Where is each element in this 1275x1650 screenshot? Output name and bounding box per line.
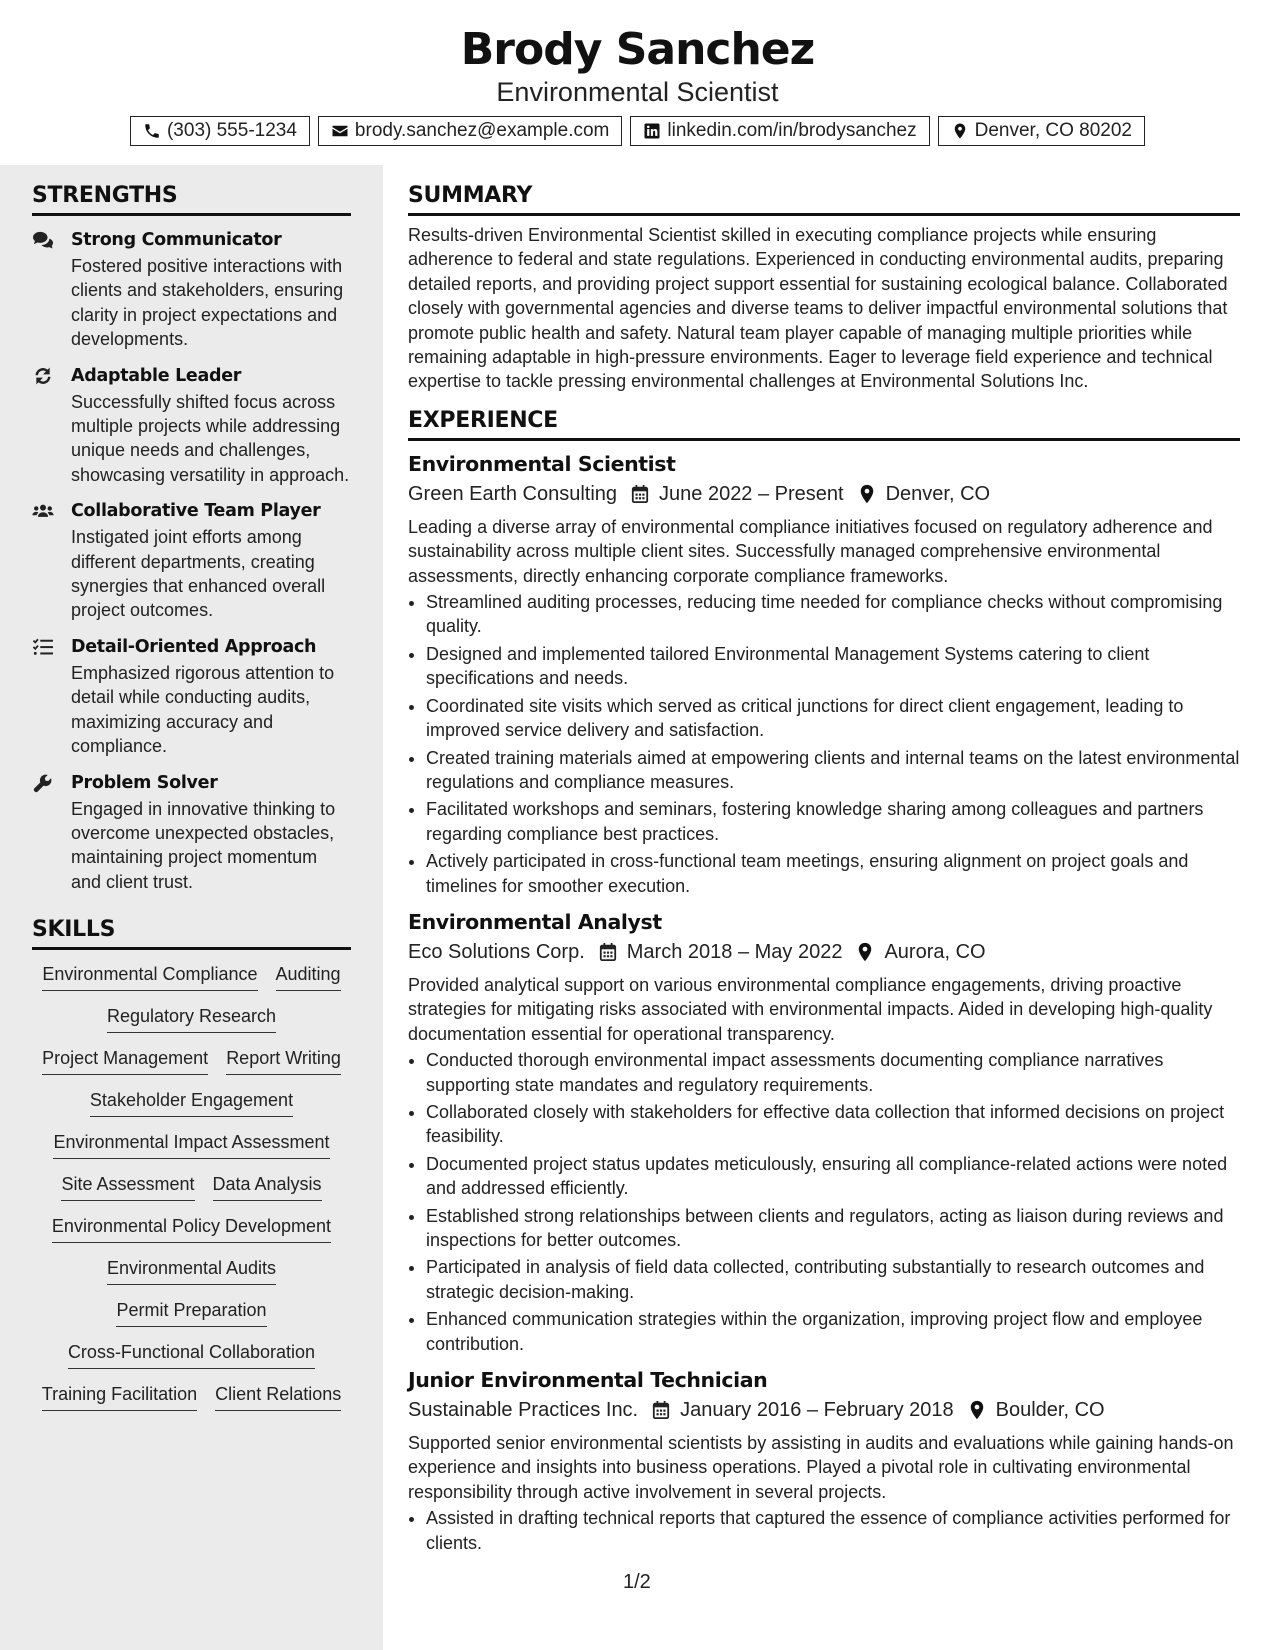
strength-item — [32, 228, 351, 352]
resume-header — [0, 0, 1275, 146]
job-bullet: • Assisted in drafting technical reports that captured the essence of compliance activities performed for clients. — [426, 1506, 1240, 1555]
job-bullet: • Enhanced communication strategies within the organization, improving project flow and employee contribution. — [426, 1307, 1240, 1356]
contact-phone-text: (303) 555-1234 — [166, 120, 297, 141]
skill-tag: Project Management — [42, 1047, 208, 1075]
linkedin-icon — [643, 122, 661, 140]
job-description: Supported senior environmental scientists by assisting in audits and evaluations while gaining hands-on experience and insights into business operations. Played a pivotal role in cultivating environmental responsibility through active involvement in several projects. — [408, 1433, 1234, 1502]
strength-desc: Instigated joint efforts among different departments, creating synergies that enhanced overall project outcomes. — [71, 527, 326, 621]
strength-item — [32, 635, 351, 759]
calendar-icon — [631, 484, 649, 504]
contact-location-text: Denver, CO 80202 — [974, 120, 1132, 141]
job-title: Environmental Scientist — [408, 451, 676, 476]
skill-tag: Report Writing — [226, 1047, 341, 1075]
job-bullet: • Conducted thorough environmental impact assessments documenting compliance narratives supporting state mandates and regulatory requirements. — [426, 1048, 1240, 1097]
calendar-icon — [599, 942, 617, 962]
users-icon — [32, 501, 54, 521]
comments-icon — [32, 230, 54, 250]
job-bullet: • Participated in analysis of field data collected, contributing substantially to research outcomes and strategic decision-making. — [426, 1255, 1240, 1304]
skill-tag: Environmental Compliance — [42, 963, 257, 991]
job-bullet: • Facilitated workshops and seminars, fostering knowledge sharing among colleagues and partners regarding compliance best practices. — [426, 797, 1240, 846]
strength-title: Detail-Oriented Approach — [71, 636, 317, 657]
strength-title: Adaptable Leader — [71, 365, 242, 386]
map-pin-icon — [968, 1400, 986, 1420]
skill-tag: Regulatory Research — [107, 1005, 276, 1033]
strength-title: Collaborative Team Player — [71, 501, 321, 522]
job-bullet: • Created training materials aimed at empowering clients and internal teams on the latest environmental regulations and compliance measures. — [426, 746, 1240, 795]
job-meta — [408, 939, 1240, 965]
skill-tag: Training Facilitation — [42, 1383, 197, 1411]
map-pin-icon — [951, 122, 969, 140]
job-location: Aurora, CO — [884, 940, 986, 963]
phone-icon — [143, 122, 161, 140]
contact-email-text: brody.sanchez@example.com — [354, 120, 610, 141]
job-location: Denver, CO — [885, 482, 991, 505]
job-meta — [408, 481, 1240, 507]
envelope-icon — [331, 122, 349, 140]
skill-tag: Data Analysis — [213, 1173, 322, 1201]
job-company: Sustainable Practices Inc. — [408, 1399, 639, 1422]
experience-heading: EXPERIENCE — [408, 408, 1240, 441]
skill-tag: Environmental Impact Assessment — [53, 1131, 329, 1159]
contact-email[interactable] — [318, 116, 622, 146]
candidate-name: Brody Sanchez — [460, 24, 815, 75]
job-entry — [408, 1366, 1240, 1555]
sidebar — [0, 165, 383, 1650]
calendar-icon — [652, 1400, 670, 1420]
job-bullet: • Streamlined auditing processes, reducing time needed for compliance checks without compromising quality. — [426, 590, 1240, 639]
job-bullet: • Actively participated in cross-functional team meetings, ensuring alignment on project goals and timelines for smoother execution. — [426, 849, 1240, 898]
job-company: Green Earth Consulting — [408, 482, 618, 505]
job-bullet: • Coordinated site visits which served as critical junctions for direct client engagement, leading to improved service delivery and satisfaction. — [426, 694, 1240, 743]
job-bullets — [408, 1506, 1240, 1555]
strength-desc: Engaged in innovative thinking to overcome unexpected obstacles, maintaining project momentum and client trust. — [71, 798, 336, 892]
strength-desc: Emphasized rigorous attention to detail while conducting audits, maximizing accuracy and compliance. — [71, 662, 335, 757]
job-dates: June 2022 – Present — [659, 482, 844, 505]
summary-heading: SUMMARY — [408, 183, 1240, 216]
job-title: Environmental Analyst — [408, 909, 662, 934]
strengths-section — [32, 183, 351, 894]
sync-icon — [32, 366, 54, 386]
page-number: 1/2 — [623, 1571, 651, 1593]
job-bullet: • Established strong relationships between clients and regulators, acting as liaison during reviews and inspections for better outcomes. — [426, 1204, 1240, 1253]
contact-linkedin-text: linkedin.com/in/brodysanchez — [667, 120, 917, 141]
job-bullets — [408, 590, 1240, 898]
strength-title: Problem Solver — [71, 772, 218, 793]
skills-heading: SKILLS — [32, 917, 351, 950]
map-pin-icon — [858, 484, 876, 504]
strength-item — [32, 771, 351, 895]
job-bullet: • Documented project status updates meticulously, ensuring all compliance-related actions were noted and addressed efficiently. — [426, 1152, 1240, 1201]
contact-phone[interactable] — [130, 116, 310, 146]
contact-linkedin[interactable] — [630, 116, 929, 146]
job-bullet: • Designed and implemented tailored Environmental Management Systems catering to client specifications and needs. — [426, 642, 1240, 691]
job-bullets — [408, 1048, 1240, 1356]
strength-desc: Successfully shifted focus across multiple projects while addressing unique needs and challenges, showcasing versatility in approach. — [71, 391, 350, 485]
wrench-icon — [32, 773, 54, 793]
job-description: Leading a diverse array of environmental compliance initiatives focused on regulatory adherence and sustainability across multiple client sites. Successfully managed comprehensive environmental assessments, directly enhancing corporate compliance frameworks. — [408, 516, 1213, 586]
job-company: Eco Solutions Corp. — [408, 940, 585, 963]
job-bullet: • Collaborated closely with stakeholders for effective data collection that informed decisions on project feasibility. — [426, 1100, 1240, 1149]
skill-tag: Stakeholder Engagement — [90, 1089, 293, 1117]
strength-desc: Fostered positive interactions with clients and stakeholders, ensuring clarity in project expectations and developments. — [71, 256, 344, 350]
strength-item — [32, 364, 351, 488]
job-entry — [408, 908, 1240, 1356]
checklist-icon — [32, 637, 54, 657]
main-column — [408, 183, 1240, 1558]
contact-location[interactable] — [938, 116, 1145, 146]
job-description: Provided analytical support on various environmental compliance engagements, driving proactive strategies for mitigating risks associated with environmental impacts. Aided in developing high-quality documentation essential for operational transparency. — [408, 974, 1213, 1044]
contact-bar — [0, 116, 1275, 146]
strength-title: Strong Communicator — [71, 230, 282, 250]
skill-tag: Client Relations — [215, 1383, 341, 1411]
skills-section — [32, 917, 351, 1411]
strengths-heading: STRENGTHS — [32, 183, 351, 216]
skill-tag: Environmental Policy Development — [52, 1215, 331, 1243]
strength-item — [32, 499, 351, 623]
job-entry — [408, 450, 1240, 898]
job-location: Boulder, CO — [995, 1399, 1105, 1422]
skill-tag: Environmental Audits — [107, 1257, 276, 1285]
job-dates: March 2018 – May 2022 — [626, 940, 843, 963]
job-dates: January 2016 – February 2018 — [680, 1399, 954, 1422]
skill-tag: Site Assessment — [61, 1173, 194, 1201]
job-meta — [408, 1397, 1240, 1423]
skills-list — [32, 963, 351, 1411]
skill-tag: Cross-Functional Collaboration — [68, 1341, 315, 1369]
skill-tag: Auditing — [276, 963, 341, 991]
summary-text: Results-driven Environmental Scientist skilled in executing compliance projects while ensuring adherence to federal and state regulations. Experienced in conducting environmental audits, preparing detailed reports, and providing project support essential for sustaining ecological balance. Collaborated closely with governmental agencies and diverse teams to deliver impactful environmental solutions that promote public health and safety. Natural team player capable of managing multiple priorities while remaining adaptable in high-pressure environments. Eager to leverage field experience and technical expertise to tackle pressing environmental challenges at Environmental Solutions Inc. — [408, 225, 1228, 392]
job-title: Junior Environmental Technician — [408, 1368, 768, 1393]
candidate-title: Environmental Scientist — [496, 77, 779, 107]
skill-tag: Permit Preparation — [116, 1299, 266, 1327]
map-pin-icon — [856, 942, 874, 962]
